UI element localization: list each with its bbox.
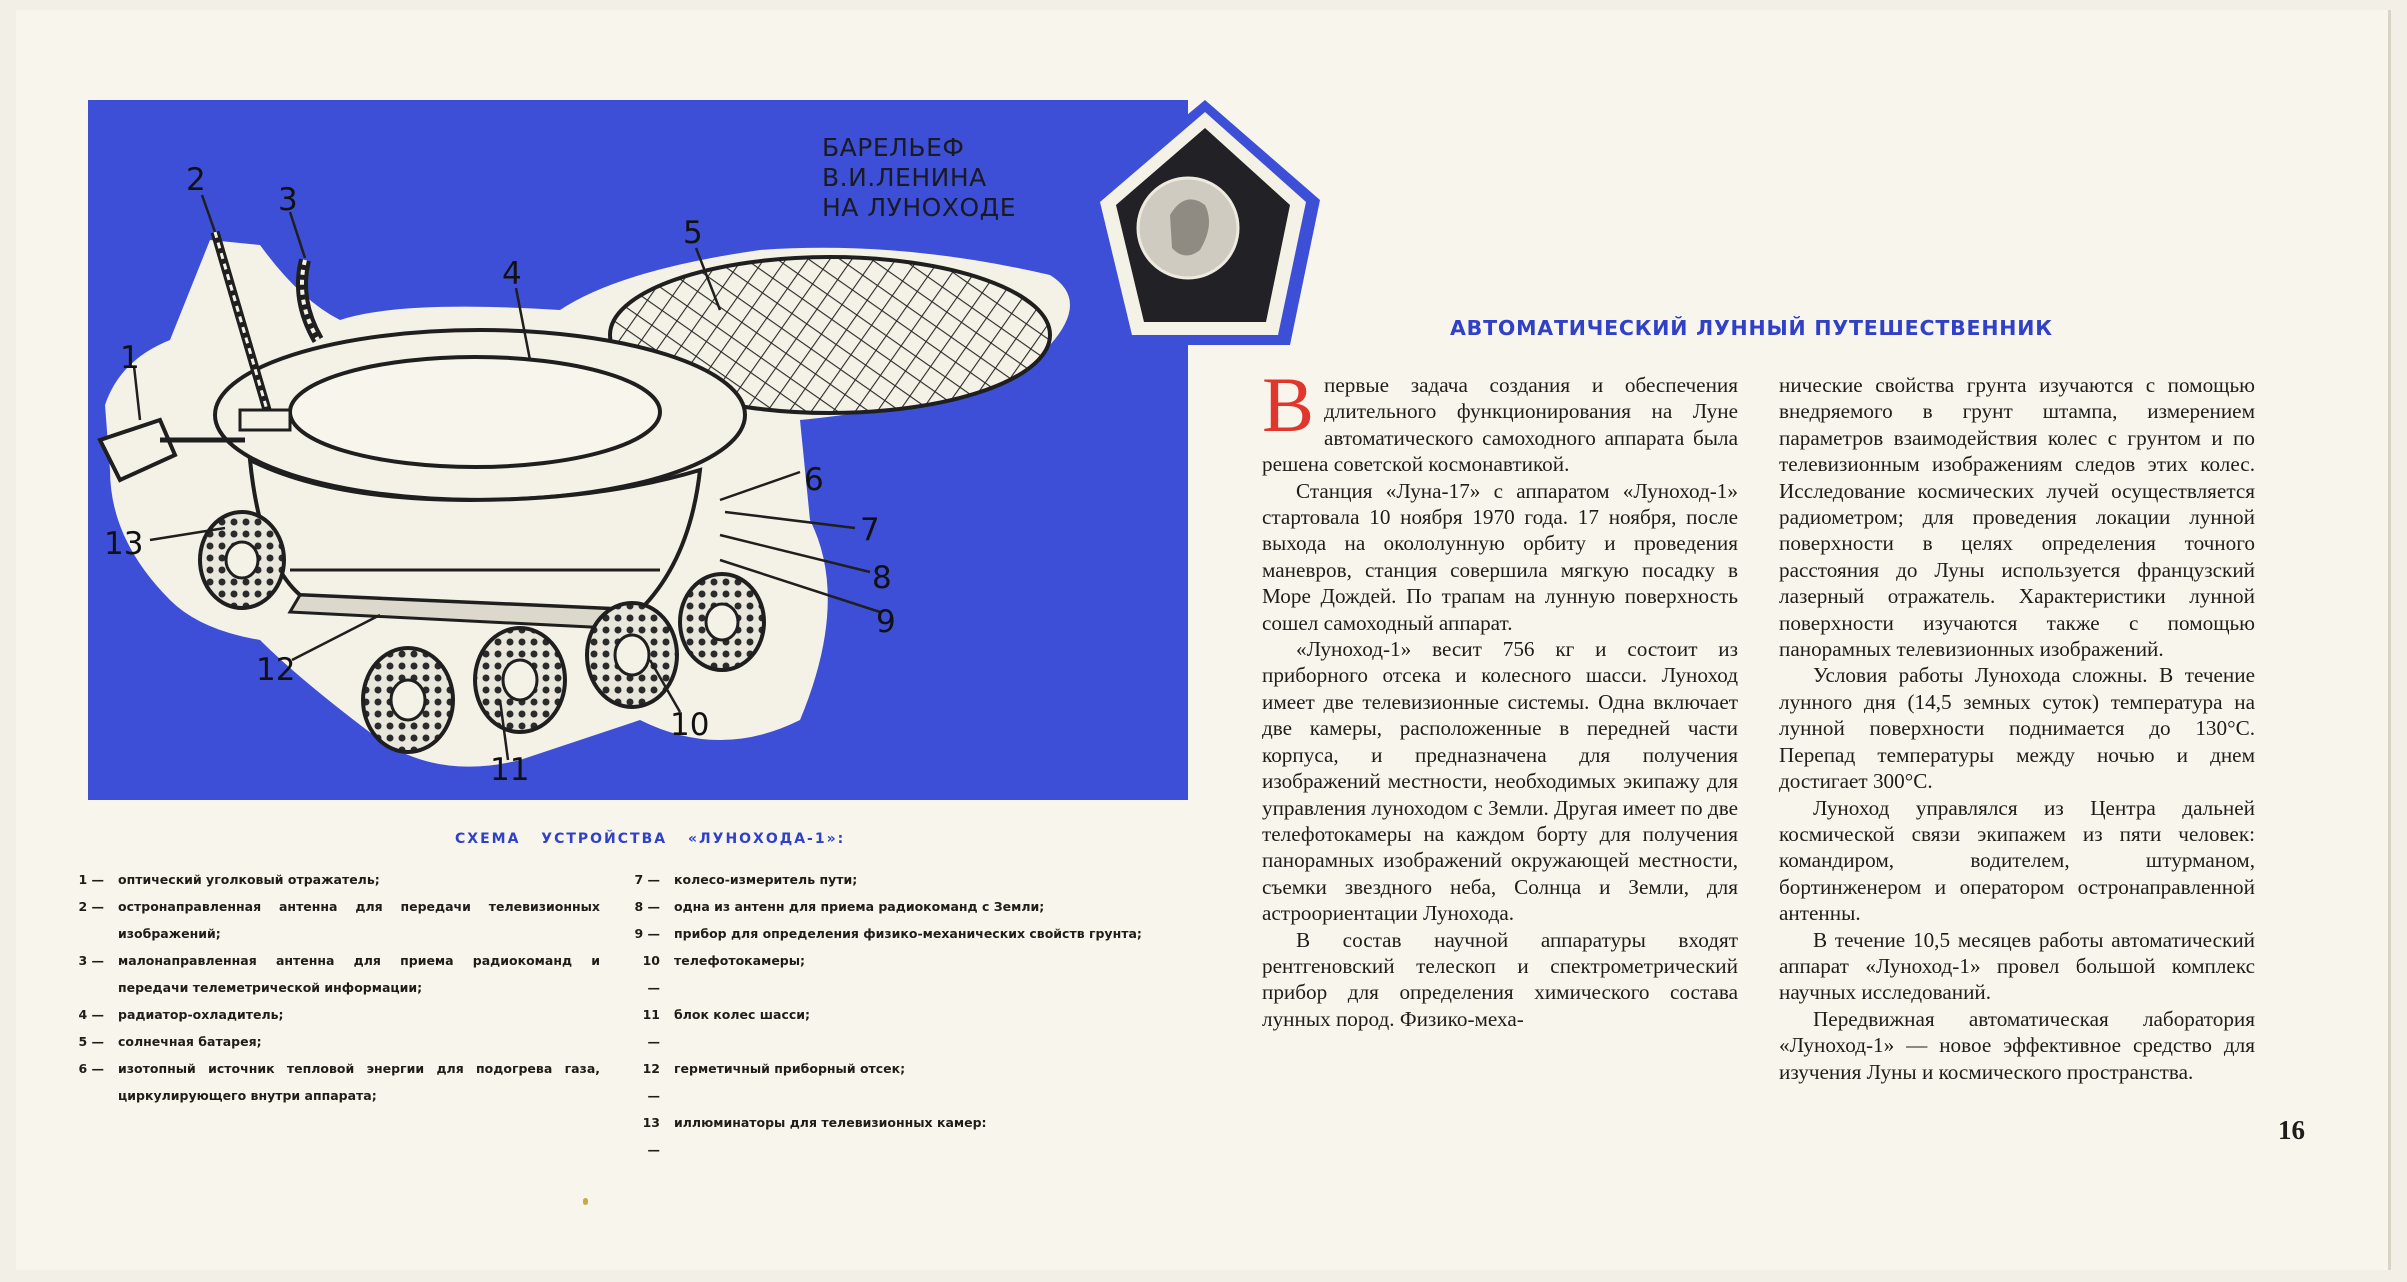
callout-5: 5 xyxy=(683,215,703,251)
callout-1: 1 xyxy=(120,340,140,376)
callout-10: 10 xyxy=(670,707,710,743)
article-column-2 xyxy=(1779,372,2255,1085)
callout-13: 13 xyxy=(104,526,144,562)
legend-item: 8 — одна из антенн для приема радиокоманд с Земли; xyxy=(634,899,1045,914)
legend-item: 13 — иллюминаторы для телевизионных камер: xyxy=(642,1115,987,1157)
legend-item: 9 — прибор для определения физико-механических свойств грунта; xyxy=(634,926,1142,941)
callout-3: 3 xyxy=(278,182,298,218)
callout-2: 2 xyxy=(186,162,206,198)
legend-item: 11 — блок колес шасси; xyxy=(642,1007,811,1049)
article-paragraph: «Луноход-1» весит 756 кг и состоит из приборного отсека и колесного шасси. Луноход имеет две телевизионные системы. Одна включает две камеры, расположенные в передней части корпуса, и предназначена для получения изображений местности, необходимых экипажу для управления луноходом с Земли. Другая имеет по две телефотокамеры на каждом борту для получения панорамных изображений окружающей местности, съемки звездного неба, Солнца и Земли, для астроориентации Лунохода. xyxy=(1262,637,1738,926)
legend-left-column xyxy=(70,866,600,1109)
article-paragraph: В течение 10,5 месяцев работы автоматический аппарат «Луноход-1» провел большой комплекс научных исследований. xyxy=(1779,927,2255,1005)
article-paragraph: Условия работы Лунохода сложны. В течение лунного дня (14,5 земных суток) температура на лунной поверхности поднимается до 130°С. Перепад температуры между ночью и днем достигает 300°С. xyxy=(1779,663,2255,794)
legend-title: СХЕМА УСТРОЙСТВА «ЛУНОХОДА-1»: xyxy=(455,831,846,847)
legend-item: 7 — колесо-измеритель пути; xyxy=(634,872,858,887)
paper-speck xyxy=(583,1198,588,1205)
callout-8: 8 xyxy=(872,560,892,596)
article-paragraph: В состав научной аппаратуры входят рентгеновский телескоп и спектрометрический прибор для определения химического состава лунных пород. Физико-меха- xyxy=(1262,927,1738,1031)
article-paragraph: Станция «Луна-17» с аппаратом «Луноход-1» стартовала 10 ноября 1970 года. 17 ноября, после выхода на окололунную орбиту и проведения маневров, станция совершила мягкую посадку в Море Дождей. По трапам на лунную поверхность сошел самоходный аппарат. xyxy=(1262,478,1738,635)
drop-cap: В xyxy=(1262,361,1315,448)
callout-12: 12 xyxy=(256,652,296,688)
callout-4: 4 xyxy=(502,256,522,292)
radiator-lid xyxy=(215,330,745,500)
legend-item: 2 — остронаправленная антенна для передачи телевизионных изображений; xyxy=(78,899,600,941)
relief-caption: БАРЕЛЬЕФ В.И.ЛЕНИНА НА ЛУНОХОДЕ xyxy=(822,133,1016,222)
legend-item: 4 — радиатор-охладитель; xyxy=(78,1007,284,1022)
article-column-1 xyxy=(1262,361,1738,1032)
legend-item: 12 — герметичный приборный отсек; xyxy=(642,1061,906,1103)
legend-item: 10 — телефотокамеры; xyxy=(642,953,806,995)
legend-item: 5 — солнечная батарея; xyxy=(78,1034,262,1049)
legend-item: 3 — малонаправленная антенна для приема радиокоманд и передачи телеметрической информации; xyxy=(78,953,600,995)
article-paragraph: Впервые задача создания и обеспечения длительного функционирования на Луне автоматического самоходного аппарата была решена советской космонавтикой. xyxy=(1262,361,1738,477)
article-paragraph: Луноход управлялся из Центра дальней космической связи экипажем из пяти человек: командиром, водителем, штурманом, бортинженером и оператором остронаправленной антенны. xyxy=(1779,795,2255,926)
callout-9: 9 xyxy=(876,604,896,640)
article-title: АВТОМАТИЧЕСКИЙ ЛУННЫЙ ПУТЕШЕСТВЕННИК xyxy=(1450,316,2053,340)
article-paragraph: Передвижная автоматическая лаборатория «Луноход-1» — новое эффективное средство для изучения Луны и космического пространства. xyxy=(1779,1006,2255,1084)
page-number: 16 xyxy=(2278,1115,2305,1145)
legend-item: 1 — оптический уголковый отражатель; xyxy=(78,872,380,887)
callout-7: 7 xyxy=(860,512,880,548)
article-paragraph: нические свойства грунта изучаются с помощью внедряемого в грунт штампа, измерением параметров взаимодействия колес с грунтом и по телевизионным изображениям следов этих колес. Исследование космических лучей осуществляется радиометром; для проведения локации лунной поверхности в целях определения точного расстояния до Луны используется французский лазерный отражатель. Характеристики лунной поверхности изучаются также с помощью панорамных телевизионных изображений. xyxy=(1779,373,2255,662)
legend-right-column xyxy=(626,866,1186,1163)
legend-item: 6 — изотопный источник тепловой энергии для подогрева газа, циркулирующего внутри аппарата; xyxy=(78,1061,600,1103)
callout-6: 6 xyxy=(804,462,824,498)
callout-11: 11 xyxy=(490,752,530,788)
lunokhod-diagram xyxy=(0,0,1340,810)
